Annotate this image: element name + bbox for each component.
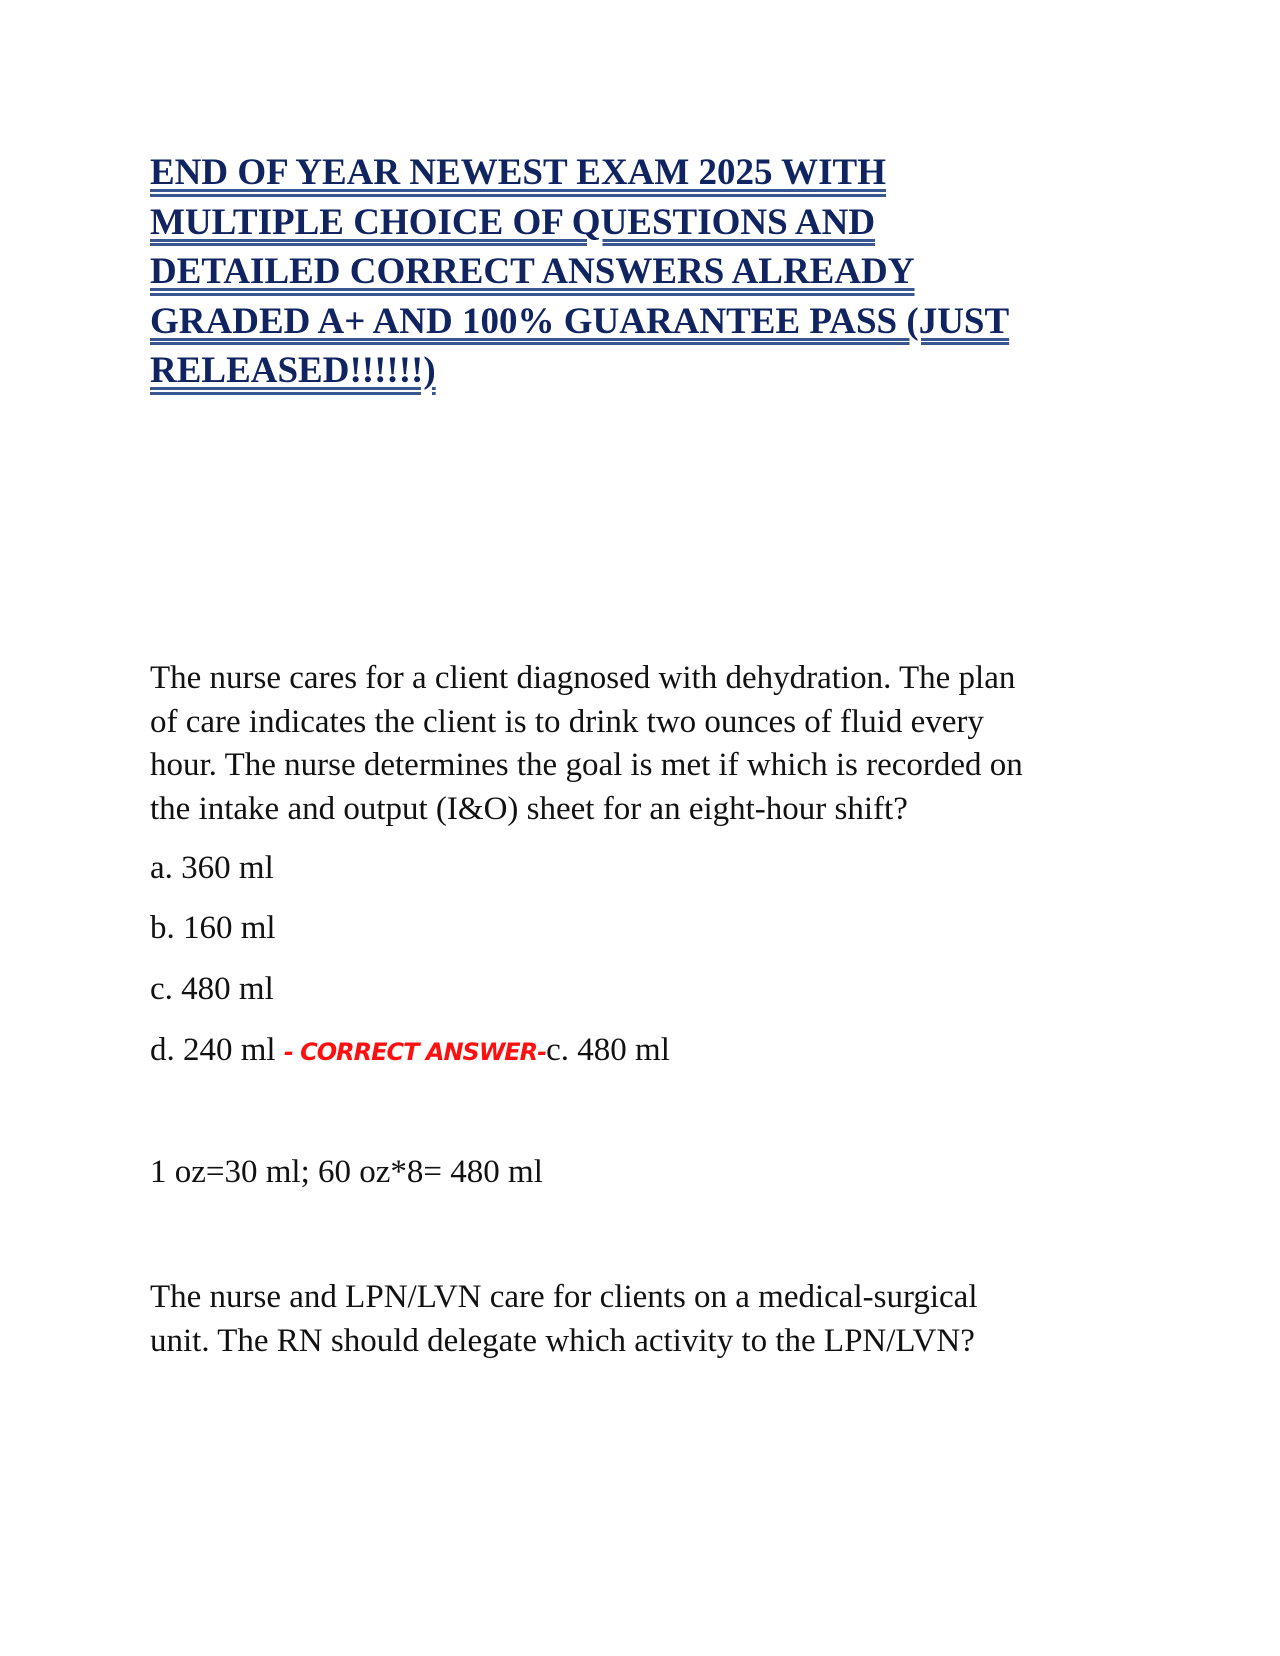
option-b: b. 160 ml [150, 910, 276, 946]
question-line: the intake and output (I&O) sheet for an eight-hour shift? [150, 790, 908, 827]
question-line: of care indicates the client is to drink two ounces of fluid every [150, 703, 984, 740]
option-a: a. 360 ml [150, 850, 274, 886]
question-2-text [150, 1276, 977, 1363]
title-line: END OF YEAR NEWEST EXAM 2025 WITH [150, 152, 886, 193]
explanation: 1 oz=30 ml; 60 oz*8= 480 ml [150, 1154, 543, 1190]
question-line: The nurse cares for a client diagnosed with dehydration. The plan [150, 660, 1016, 696]
option-d [150, 1032, 670, 1069]
document-title [150, 148, 1150, 396]
option-c: c. 480 ml [150, 971, 274, 1007]
title-line: RELEASED!!!!!!) [150, 350, 436, 391]
correct-answer-label: - CORRECT ANSWER- [283, 1038, 547, 1066]
question-line: hour. The nurse determines the goal is met if which is recorded on [150, 747, 1023, 783]
question-line: The nurse and LPN/LVN care for clients on a medical-surgical [150, 1279, 978, 1315]
correct-answer: c. 480 ml [546, 1032, 670, 1068]
question-line: unit. The RN should delegate which activity to the LPN/LVN? [150, 1322, 975, 1359]
question-1-text [150, 657, 1023, 831]
title-line: GRADED A+ AND 100% GUARANTEE PASS (JUST [150, 300, 1010, 342]
option-d-text: d. 240 ml [150, 1032, 276, 1068]
title-line: DETAILED CORRECT ANSWERS ALREADY [150, 251, 915, 292]
title-line: MULTIPLE CHOICE OF QUESTIONS AND [150, 201, 876, 243]
